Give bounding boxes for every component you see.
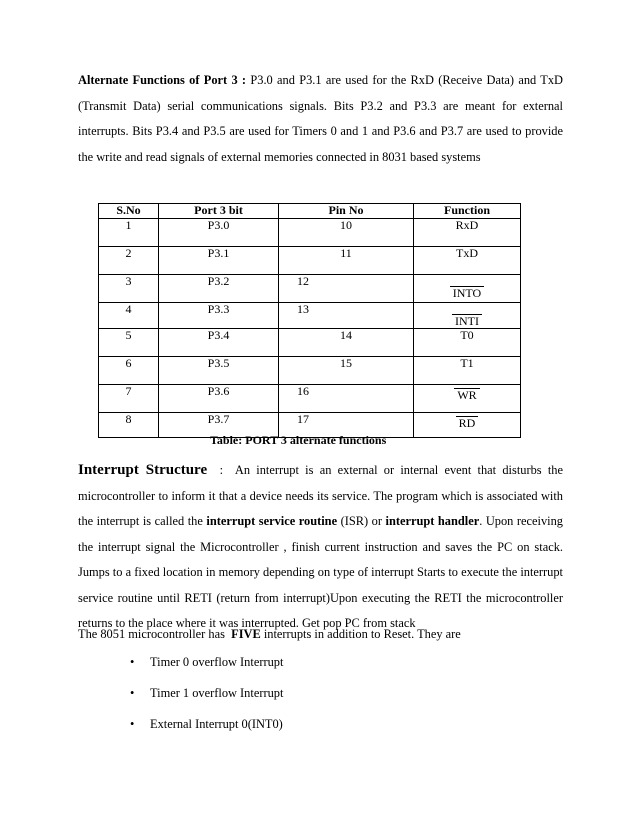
- five-text-2: interrupts in addition to Reset. They are: [260, 627, 461, 641]
- list-item-text: Timer 1 overflow Interrupt: [150, 686, 284, 700]
- interrupt-bold-handler: interrupt handler: [385, 514, 480, 528]
- cell-sno: 3: [99, 275, 159, 303]
- cell-pin: 10: [279, 219, 414, 247]
- cell-pin: 16: [279, 385, 414, 413]
- bullet-icon: •: [130, 686, 135, 700]
- header-pin-no: Pin No: [279, 204, 414, 219]
- table-row: [99, 385, 521, 413]
- table-row: [99, 329, 521, 357]
- table-row: [99, 219, 521, 247]
- interrupts-list: [130, 647, 283, 740]
- list-item: [130, 647, 283, 678]
- table-row: [99, 303, 521, 329]
- list-item-text: Timer 0 overflow Interrupt: [150, 655, 284, 669]
- five-text-1: The 8051 microcontroller has: [78, 627, 232, 641]
- cell-function: T1: [414, 357, 521, 385]
- cell-pin: 17: [279, 413, 414, 438]
- signal-overbar: INTI: [452, 314, 482, 327]
- cell-bit: P3.5: [159, 357, 279, 385]
- cell-function: [414, 275, 521, 303]
- cell-sno: 1: [99, 219, 159, 247]
- five-bold: FIVE: [231, 627, 261, 641]
- cell-function: [414, 413, 521, 438]
- signal-overbar: RD: [456, 416, 479, 429]
- interrupt-structure-paragraph: [78, 458, 563, 637]
- port3-table: [98, 203, 521, 438]
- interrupt-text-1: An interrupt is an external or internal event that disturbs the microcontroller to inform it that a device needs its service. The program which is associated with the interrupt is called the: [78, 463, 563, 528]
- port3-intro-paragraph: [78, 68, 563, 170]
- cell-pin: 14: [279, 329, 414, 357]
- cell-bit: P3.4: [159, 329, 279, 357]
- list-item-text: External Interrupt 0(INT0): [150, 717, 283, 731]
- cell-pin: 11: [279, 247, 414, 275]
- cell-function: [414, 303, 521, 329]
- port3-intro-lead: Alternate Functions of Port 3 :: [78, 73, 247, 87]
- interrupt-text-2: (ISR) or: [337, 514, 386, 528]
- cell-sno: 6: [99, 357, 159, 385]
- table-header-row: [99, 204, 521, 219]
- bullet-icon: •: [130, 655, 135, 669]
- cell-sno: 7: [99, 385, 159, 413]
- table-row: [99, 275, 521, 303]
- cell-bit: P3.3: [159, 303, 279, 329]
- table-row: [99, 357, 521, 385]
- heading-colon: :: [207, 463, 235, 477]
- signal-overbar: INTO: [450, 286, 484, 299]
- table-row: [99, 247, 521, 275]
- signal-overbar: WR: [454, 388, 479, 401]
- cell-bit: P3.7: [159, 413, 279, 438]
- header-function: Function: [414, 204, 521, 219]
- cell-bit: P3.0: [159, 219, 279, 247]
- list-item: [130, 678, 283, 709]
- interrupt-text-3: . Upon receiving the interrupt signal the Microcontroller , finish current instruction and saves the PC on stack. Jumps to a fixed location in memory depending on type of interrupt Starts to execute the interrupt service routine until RETI (return from interrupt)Upon executing the RETI the microcontroller returns to the place where it was interrupted. Get pop PC from stack: [78, 514, 563, 630]
- port3-intro-text: P3.0 and P3.1 are used for the RxD (Receive Data) and TxD (Transmit Data) serial communications signals. Bits P3.2 and P3.3 are meant for external interrupts. Bits P3.4 and P3.5 are used for Timers 0 and 1 and P3.6 and P3.7 are used to provide the write and read signals of external memories connected in 8031 based systems: [78, 73, 563, 164]
- bullet-icon: •: [130, 717, 135, 731]
- cell-sno: 5: [99, 329, 159, 357]
- cell-bit: P3.2: [159, 275, 279, 303]
- cell-function: TxD: [414, 247, 521, 275]
- cell-pin: 12: [279, 275, 414, 303]
- interrupt-structure-heading: Interrupt Structure: [78, 462, 208, 478]
- cell-pin: 15: [279, 357, 414, 385]
- cell-function: T0: [414, 329, 521, 357]
- table-caption: Table: PORT 3 alternate functions: [210, 433, 387, 447]
- cell-sno: 8: [99, 413, 159, 438]
- cell-function: [414, 385, 521, 413]
- cell-bit: P3.1: [159, 247, 279, 275]
- cell-sno: 2: [99, 247, 159, 275]
- five-interrupts-paragraph: [78, 622, 563, 648]
- cell-bit: P3.6: [159, 385, 279, 413]
- header-sno: S.No: [99, 204, 159, 219]
- list-item: [130, 709, 283, 740]
- cell-function: RxD: [414, 219, 521, 247]
- interrupt-bold-isr: interrupt service routine: [206, 514, 338, 528]
- header-port-bit: Port 3 bit: [159, 204, 279, 219]
- cell-pin: 13: [279, 303, 414, 329]
- cell-sno: 4: [99, 303, 159, 329]
